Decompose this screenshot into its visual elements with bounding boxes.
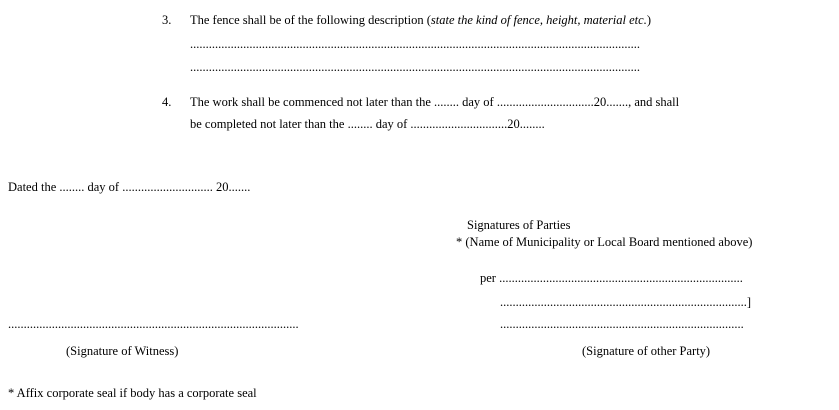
clause-4-line-2: be completed not later than the ........ day of ...............................20........ <box>190 117 545 131</box>
per-signature-line: per .............................................................................. <box>480 271 743 285</box>
other-party-signature-line: .............................................................................. <box>500 317 744 331</box>
clause-4-number: 4. <box>162 95 172 109</box>
signatures-heading: Signatures of Parties <box>467 218 571 232</box>
other-party-caption: (Signature of other Party) <box>582 344 711 358</box>
municipality-note: * (Name of Municipality or Local Board mentioned above) <box>456 235 753 249</box>
dated-line: Dated the ........ day of ............................. 20....... <box>8 180 251 194</box>
clause-3-fill-line-1: ................................................................................................................................................ <box>190 37 640 51</box>
clause-3-fill-line-2: ................................................................................................................................................ <box>190 60 640 74</box>
witness-caption: (Signature of Witness) <box>66 344 179 358</box>
per-signature-line-2: ...............................................................................] <box>500 295 752 309</box>
clause-3-text-main: The fence shall be of the following description ( <box>190 13 431 27</box>
footnote: * Affix corporate seal if body has a corporate seal <box>8 386 257 400</box>
clause-3-text-italic: state the kind of fence, height, material etc. <box>430 13 647 27</box>
witness-signature-line: ............................................................................................. <box>8 317 299 331</box>
clause-3-number: 3. <box>162 13 172 27</box>
clause-3-text <box>190 14 651 27</box>
clause-4-line-1: The work shall be commenced not later than the ........ day of ...............................20......., and shall <box>190 95 680 109</box>
clause-3-text-close: ) <box>646 13 651 27</box>
